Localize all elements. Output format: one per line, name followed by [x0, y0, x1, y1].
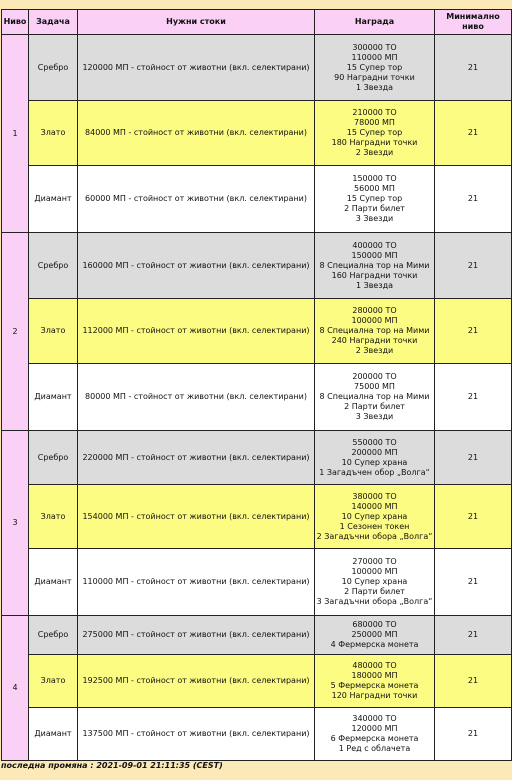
task-cell: Сребро — [29, 431, 78, 485]
reward-line: 15 Супер тор — [346, 62, 403, 72]
reward-line: 250000 МП — [351, 630, 398, 639]
reward-line: 550000 ТО — [352, 437, 397, 447]
min-level-cell: 21 — [435, 485, 512, 549]
reward-line: 160 Наградни точки — [331, 270, 418, 280]
reward-line: 10 Супер храна — [341, 457, 408, 467]
reward-line: 10 Супер храна — [341, 511, 408, 521]
min-level-cell: 21 — [435, 101, 512, 166]
reward-line: 2 Загадъчни обора „Волга“ — [316, 531, 433, 541]
reward-line: 5 Фермерска монета — [330, 681, 419, 690]
header-task: Задача — [29, 10, 78, 35]
reward-cell — [315, 708, 435, 761]
reward-line: 2 Парти билет — [344, 402, 405, 411]
reward-line: 3 Звезди — [355, 412, 394, 421]
required-cell: 275000 МП - стойност от животни (вкл. селектирани) — [78, 616, 315, 655]
task-cell: Злато — [29, 101, 78, 166]
reward-line: 210000 ТО — [352, 108, 397, 117]
reward-line: 2 Звезди — [355, 346, 394, 355]
reward-cell — [315, 549, 435, 616]
reward-line: 1 Звезда — [355, 82, 394, 92]
reward-line: 120 Наградни точки — [331, 691, 418, 700]
reward-line: 270000 ТО — [352, 557, 397, 566]
reward-line: 2 Парти билет — [344, 587, 405, 596]
tasks-table — [1, 9, 512, 761]
reward-line: 3 Звезди — [355, 214, 394, 223]
required-cell: 110000 МП - стойност от животни (вкл. селектирани) — [78, 549, 315, 616]
table-row — [2, 101, 512, 166]
min-level-cell: 21 — [435, 431, 512, 485]
task-cell: Сребро — [29, 616, 78, 655]
reward-line: 3 Загадъчни обора „Волга“ — [316, 597, 433, 606]
reward-cell — [315, 35, 435, 101]
table-row — [2, 485, 512, 549]
table-row — [2, 616, 512, 655]
header-min-level: Минимално ниво — [435, 10, 512, 35]
table-row — [2, 166, 512, 233]
level-cell: 2 — [2, 233, 29, 431]
reward-line: 100000 МП — [351, 567, 398, 576]
reward-line: 380000 ТО — [352, 491, 397, 501]
task-cell: Злато — [29, 655, 78, 708]
required-cell: 192500 МП - стойност от животни (вкл. селектирани) — [78, 655, 315, 708]
reward-cell — [315, 233, 435, 299]
reward-line: 8 Специална тор на Мими — [319, 260, 430, 270]
reward-line: 150000 ТО — [352, 174, 397, 183]
reward-line: 1 Звезда — [355, 280, 394, 290]
header-required: Нужни стоки — [78, 10, 315, 35]
reward-line: 15 Супер тор — [346, 194, 403, 203]
min-level-cell: 21 — [435, 35, 512, 101]
last-modified-footer: последна промяна : 2021-09-01 21:11:35 (CEST) — [1, 761, 223, 770]
tasks-body — [2, 35, 512, 761]
reward-line: 8 Специална тор на Мими — [319, 392, 430, 401]
reward-line: 1 Загадъчен обор „Волга“ — [319, 467, 430, 477]
reward-line: 240 Наградни точки — [331, 336, 418, 345]
table-row — [2, 364, 512, 431]
reward-line: 200000 МП — [351, 447, 398, 457]
min-level-cell: 21 — [435, 166, 512, 233]
min-level-cell: 21 — [435, 549, 512, 616]
min-level-cell: 21 — [435, 299, 512, 364]
reward-line: 680000 ТО — [352, 620, 397, 629]
task-cell: Диамант — [29, 549, 78, 616]
min-level-cell: 21 — [435, 364, 512, 431]
reward-line: 200000 ТО — [352, 372, 397, 381]
header-level: Ниво — [2, 10, 29, 35]
reward-line: 4 Фермерска монета — [330, 640, 419, 649]
reward-line: 78000 МП — [354, 118, 395, 127]
task-cell: Диамант — [29, 166, 78, 233]
reward-line: 75000 МП — [354, 382, 395, 391]
reward-cell — [315, 431, 435, 485]
reward-line: 6 Фермерска монета — [330, 734, 419, 743]
reward-cell — [315, 655, 435, 708]
reward-line: 56000 МП — [354, 184, 395, 193]
reward-line: 400000 ТО — [352, 240, 397, 250]
table-row — [2, 655, 512, 708]
task-cell: Сребро — [29, 35, 78, 101]
reward-line: 1 Ред с облачета — [338, 744, 411, 753]
table-row — [2, 233, 512, 299]
reward-cell — [315, 101, 435, 166]
reward-line: 2 Звезди — [355, 148, 394, 157]
required-cell: 112000 МП - стойност от животни (вкл. селектирани) — [78, 299, 315, 364]
task-cell: Диамант — [29, 708, 78, 761]
reward-line: 1 Сезонен токен — [339, 521, 410, 531]
header-reward: Награда — [315, 10, 435, 35]
reward-line: 300000 ТО — [352, 42, 397, 52]
table-row — [2, 708, 512, 761]
reward-cell — [315, 616, 435, 655]
required-cell: 220000 МП - стойност от животни (вкл. селектирани) — [78, 431, 315, 485]
reward-line: 150000 МП — [351, 250, 398, 260]
reward-line: 340000 ТО — [352, 714, 397, 723]
reward-line: 8 Специална тор на Мими — [319, 326, 430, 335]
required-cell: 154000 МП - стойност от животни (вкл. селектирани) — [78, 485, 315, 549]
required-cell: 84000 МП - стойност от животни (вкл. селектирани) — [78, 101, 315, 166]
min-level-cell: 21 — [435, 233, 512, 299]
reward-line: 100000 МП — [351, 316, 398, 325]
reward-line: 140000 МП — [351, 501, 398, 511]
required-cell: 160000 МП - стойност от животни (вкл. селектирани) — [78, 233, 315, 299]
reward-cell — [315, 485, 435, 549]
table-row — [2, 431, 512, 485]
reward-line: 180 Наградни точки — [331, 138, 418, 147]
table-row — [2, 35, 512, 101]
required-cell: 80000 МП - стойност от животни (вкл. селектирани) — [78, 364, 315, 431]
min-level-cell: 21 — [435, 616, 512, 655]
reward-line: 120000 МП — [351, 724, 398, 733]
task-cell: Диамант — [29, 364, 78, 431]
task-cell: Злато — [29, 299, 78, 364]
required-cell: 60000 МП - стойност от животни (вкл. селектирани) — [78, 166, 315, 233]
min-level-cell: 21 — [435, 708, 512, 761]
reward-line: 480000 ТО — [352, 661, 397, 670]
level-cell: 3 — [2, 431, 29, 616]
min-level-cell: 21 — [435, 655, 512, 708]
reward-line: 15 Супер тор — [346, 128, 403, 137]
level-cell: 4 — [2, 616, 29, 761]
reward-line: 2 Парти билет — [344, 204, 405, 213]
required-cell: 120000 МП - стойност от животни (вкл. селектирани) — [78, 35, 315, 101]
task-cell: Сребро — [29, 233, 78, 299]
reward-cell — [315, 166, 435, 233]
reward-line: 280000 ТО — [352, 306, 397, 315]
header-row — [2, 10, 512, 35]
table-row — [2, 549, 512, 616]
reward-line: 90 Наградни точки — [334, 72, 415, 82]
task-cell: Злато — [29, 485, 78, 549]
required-cell: 137500 МП - стойност от животни (вкл. селектирани) — [78, 708, 315, 761]
level-cell: 1 — [2, 35, 29, 233]
reward-line: 110000 МП — [351, 52, 398, 62]
reward-line: 180000 МП — [351, 671, 398, 680]
reward-cell — [315, 299, 435, 364]
reward-line: 10 Супер храна — [341, 577, 408, 586]
reward-cell — [315, 364, 435, 431]
table-row — [2, 299, 512, 364]
